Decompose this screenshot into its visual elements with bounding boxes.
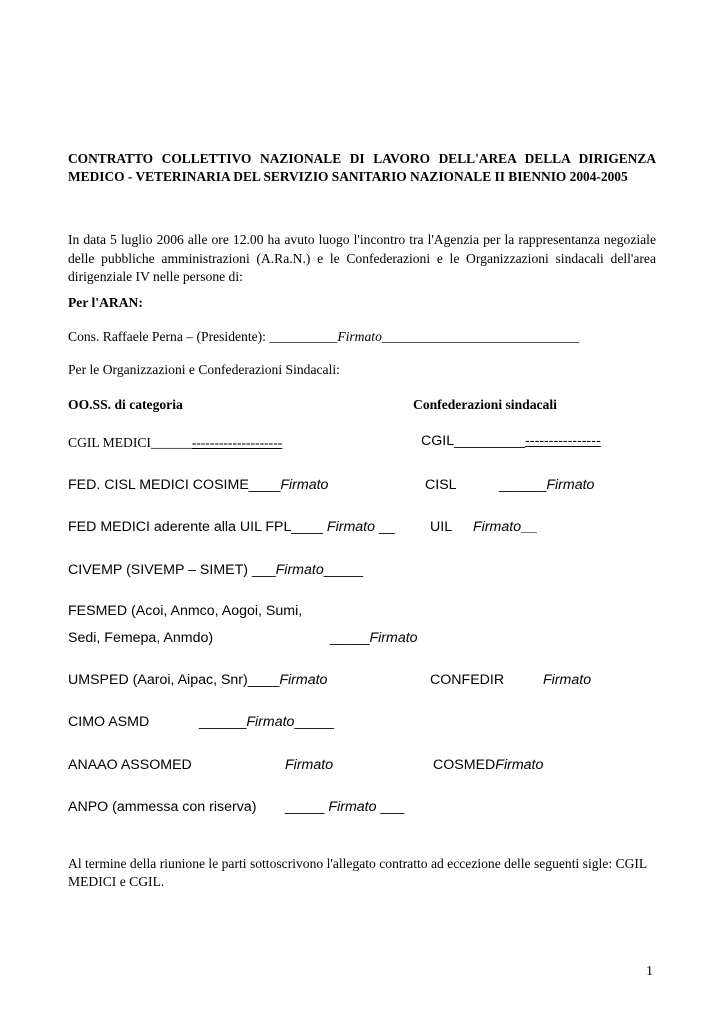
cimo-sign bbox=[199, 714, 334, 730]
civemp-label: CIVEMP (SIVEMP – SIMET) bbox=[68, 562, 249, 578]
aran-line-prefix: Cons. Raffaele Perna – (Presidente): __________ bbox=[68, 329, 338, 344]
umsped-label: UMSPED (Aaroi, Aipac, Snr) bbox=[68, 672, 248, 688]
anpo-signature: Firmato bbox=[328, 799, 377, 815]
uil-signature: Firmato bbox=[473, 519, 522, 535]
cgil-medici-label: CGIL MEDICI bbox=[68, 435, 151, 450]
fed-cisl-line: ____ bbox=[248, 477, 281, 493]
cimo-signature: Firmato bbox=[246, 714, 295, 730]
cgil-mark: ---------------- bbox=[525, 433, 601, 449]
fesmed-line: _____ bbox=[330, 630, 370, 646]
civemp-tail: _____ bbox=[323, 562, 364, 578]
uil-tail: __ bbox=[521, 519, 537, 535]
cimo-line: ______ bbox=[199, 714, 247, 730]
anpo-label: ANPO (ammessa con riserva) bbox=[68, 799, 257, 815]
anpo-tail: ___ bbox=[380, 799, 405, 815]
row-civemp bbox=[68, 562, 363, 578]
cisl-label: CISL bbox=[425, 477, 457, 493]
row-cgil bbox=[421, 433, 601, 449]
aran-signature-line bbox=[68, 329, 579, 345]
confedir-label: CONFEDIR bbox=[430, 672, 505, 688]
anpo-line: _____ bbox=[285, 799, 325, 815]
fed-medici-line: ____ bbox=[291, 519, 323, 535]
uil-label: UIL bbox=[430, 519, 453, 535]
fesmed-sign bbox=[330, 630, 418, 646]
org-heading: Per le Organizzazioni e Confederazioni Sindacali: bbox=[68, 362, 340, 377]
col-right-heading: Confederazioni sindacali bbox=[413, 397, 557, 412]
cgil-label: CGIL bbox=[421, 433, 455, 449]
fed-cisl-signature: Firmato bbox=[280, 477, 329, 493]
fesmed-label-line2: Sedi, Femepa, Anmdo) bbox=[68, 630, 214, 646]
anaao-label: ANAAO ASSOMED bbox=[68, 757, 192, 773]
aran-heading: Per l'ARAN: bbox=[68, 295, 143, 310]
row-cgil-medici bbox=[68, 434, 282, 452]
cimo-label: CIMO ASMD bbox=[68, 714, 150, 730]
row-fed-medici bbox=[68, 519, 395, 535]
row-cosmed bbox=[433, 757, 543, 773]
cimo-tail: _____ bbox=[294, 714, 334, 730]
aran-line-suffix: _____________________________ bbox=[381, 329, 579, 344]
umsped-signature: Firmato bbox=[279, 672, 328, 688]
page-number: 1 bbox=[646, 964, 653, 979]
cgil-medici-line: ______ bbox=[150, 435, 192, 450]
document-title: CONTRATTO COLLETTIVO NAZIONALE DI LAVORO DELL'AREA DELLA DIRIGENZA MEDICO - VETERINARIA DEL SERVIZIO SANITARIO NAZIONALE II BIENNIO 2004-2005 bbox=[68, 151, 656, 184]
anpo-sign bbox=[285, 799, 404, 815]
aran-signature: Firmato bbox=[337, 329, 382, 344]
fed-medici-label: FED MEDICI aderente alla UIL FPL bbox=[68, 519, 292, 535]
fed-medici-signature: Firmato bbox=[326, 519, 376, 535]
umsped-line: ____ bbox=[247, 672, 280, 688]
cgil-medici-mark: -------------------- bbox=[191, 435, 283, 450]
fesmed-label-line1: FESMED (Acoi, Anmco, Aogoi, Sumi, bbox=[68, 603, 303, 619]
cisl-signature: Firmato bbox=[546, 477, 595, 493]
col-left-heading: OO.SS. di categoria bbox=[68, 397, 183, 412]
row-fed-cisl bbox=[68, 477, 328, 493]
cosmed-signature: Firmato bbox=[495, 757, 544, 773]
cosmed-label: COSMED bbox=[433, 757, 496, 773]
intro-paragraph: In data 5 luglio 2006 alle ore 12.00 ha avuto luogo l'incontro tra l'Agenzia per la rappresentanza negoziale delle pubbliche amministrazioni (A.Ra.N.) e le Confederazioni e le Organizzazioni sindacali dell'area dirigenziale IV nelle persone di: bbox=[68, 232, 656, 284]
cgil-line: _________ bbox=[454, 433, 526, 449]
fed-medici-tail: __ bbox=[378, 519, 395, 535]
row-umsped bbox=[68, 672, 327, 688]
uil-sign bbox=[473, 519, 537, 535]
cisl-line: ______ bbox=[499, 477, 547, 493]
fesmed-signature: Firmato bbox=[369, 630, 418, 646]
confedir-signature: Firmato bbox=[543, 672, 592, 688]
civemp-signature: Firmato bbox=[275, 562, 324, 578]
fed-cisl-label: FED. CISL MEDICI COSIME bbox=[68, 477, 249, 493]
closing-paragraph: Al termine della riunione le parti sottoscrivono l'allegato contratto ad eccezione delle seguenti sigle: CGIL MEDICI e CGIL. bbox=[68, 856, 647, 889]
civemp-line: ___ bbox=[251, 562, 276, 578]
cisl-sign bbox=[499, 477, 594, 493]
anaao-signature: Firmato bbox=[285, 757, 334, 773]
